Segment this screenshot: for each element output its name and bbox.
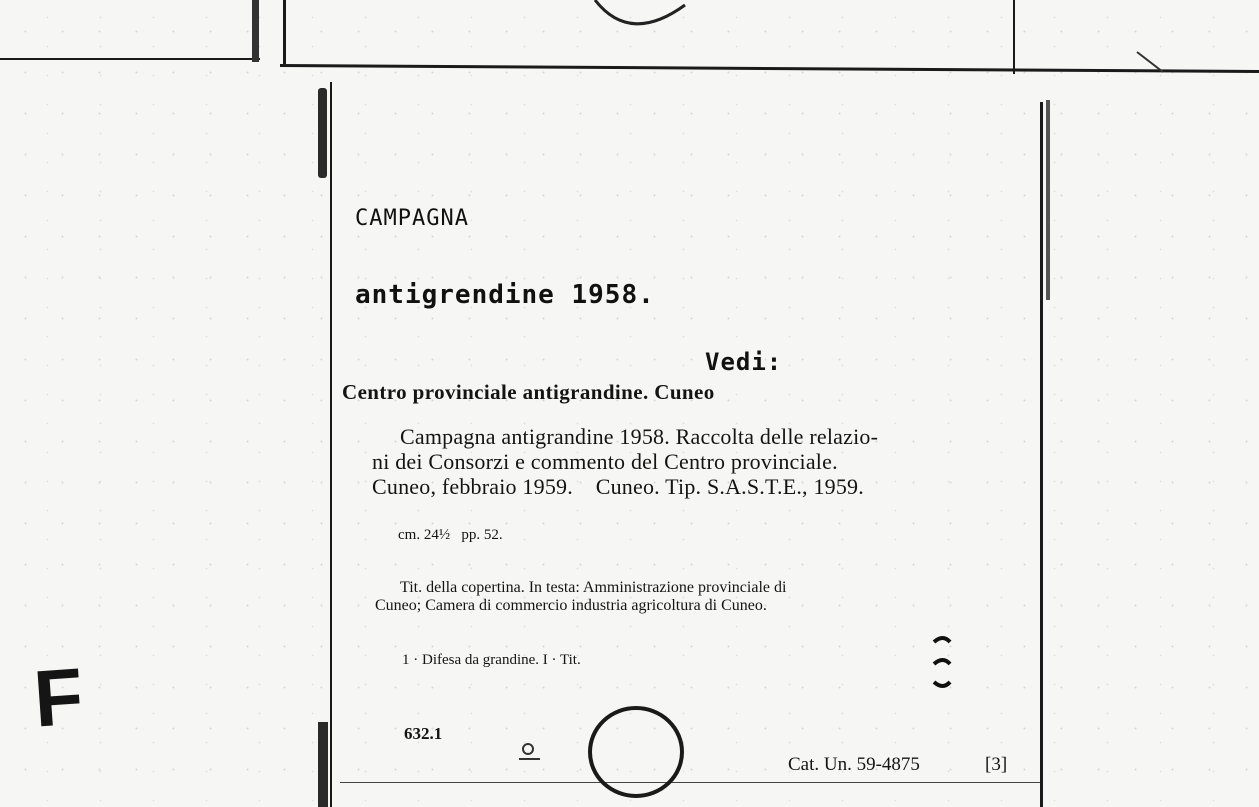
note-line: Tit. della copertina. In testa: Amministrazione provinciale di	[400, 579, 787, 596]
previous-card-right-edge	[1013, 0, 1015, 74]
margin-marks	[928, 634, 958, 694]
handwritten-margin-mark: F	[30, 651, 86, 744]
library-stamp-circle	[580, 698, 692, 806]
previous-card-bottom-edge	[280, 64, 1259, 73]
previous-card-inner-edge	[283, 0, 286, 64]
card-count: [3]	[985, 754, 1008, 775]
description-line: Cuneo, febbraio 1959. Cuneo. Tip. S.A.S.T.E., 1959.	[372, 474, 864, 499]
typed-see-reference: Vedi:	[705, 348, 783, 376]
card-left-edge	[318, 88, 327, 178]
description-line: Campagna antigrandine 1958. Raccolta delle relazio-	[400, 424, 879, 449]
stamp-smudge	[516, 737, 546, 767]
note-line: Cuneo; Camera di commercio industria agricoltura di Cuneo.	[375, 597, 767, 614]
description	[372, 424, 1022, 499]
catalog-number: Cat. Un. 59-4875	[788, 754, 920, 775]
card-right-edge	[1040, 102, 1043, 807]
notes	[375, 579, 1020, 615]
previous-card-bottom-edge-left	[0, 58, 260, 60]
description-line: ni dei Consorzi e commento del Centro provinciale.	[372, 449, 838, 474]
previous-card-stamp-fragment	[590, 0, 700, 40]
collation: cm. 24½ pp. 52.	[398, 527, 503, 543]
previous-card-left-edge	[252, 0, 259, 62]
tracings: 1 · Difesa da grandine. I · Tit.	[402, 652, 581, 668]
previous-card-scuff	[1135, 50, 1175, 80]
typed-heading: CAMPAGNA	[355, 206, 469, 231]
card-left-rule	[330, 82, 332, 807]
main-entry: Centro provinciale antigrandine. Cuneo	[342, 380, 715, 404]
typed-subject: antigrendine 1958.	[355, 280, 655, 310]
previous-card-fragment	[0, 0, 1259, 80]
catalog-card	[318, 82, 1048, 807]
card-left-notch	[318, 722, 328, 807]
card-right-strip	[1046, 100, 1050, 300]
classification-number: 632.1	[404, 724, 443, 743]
